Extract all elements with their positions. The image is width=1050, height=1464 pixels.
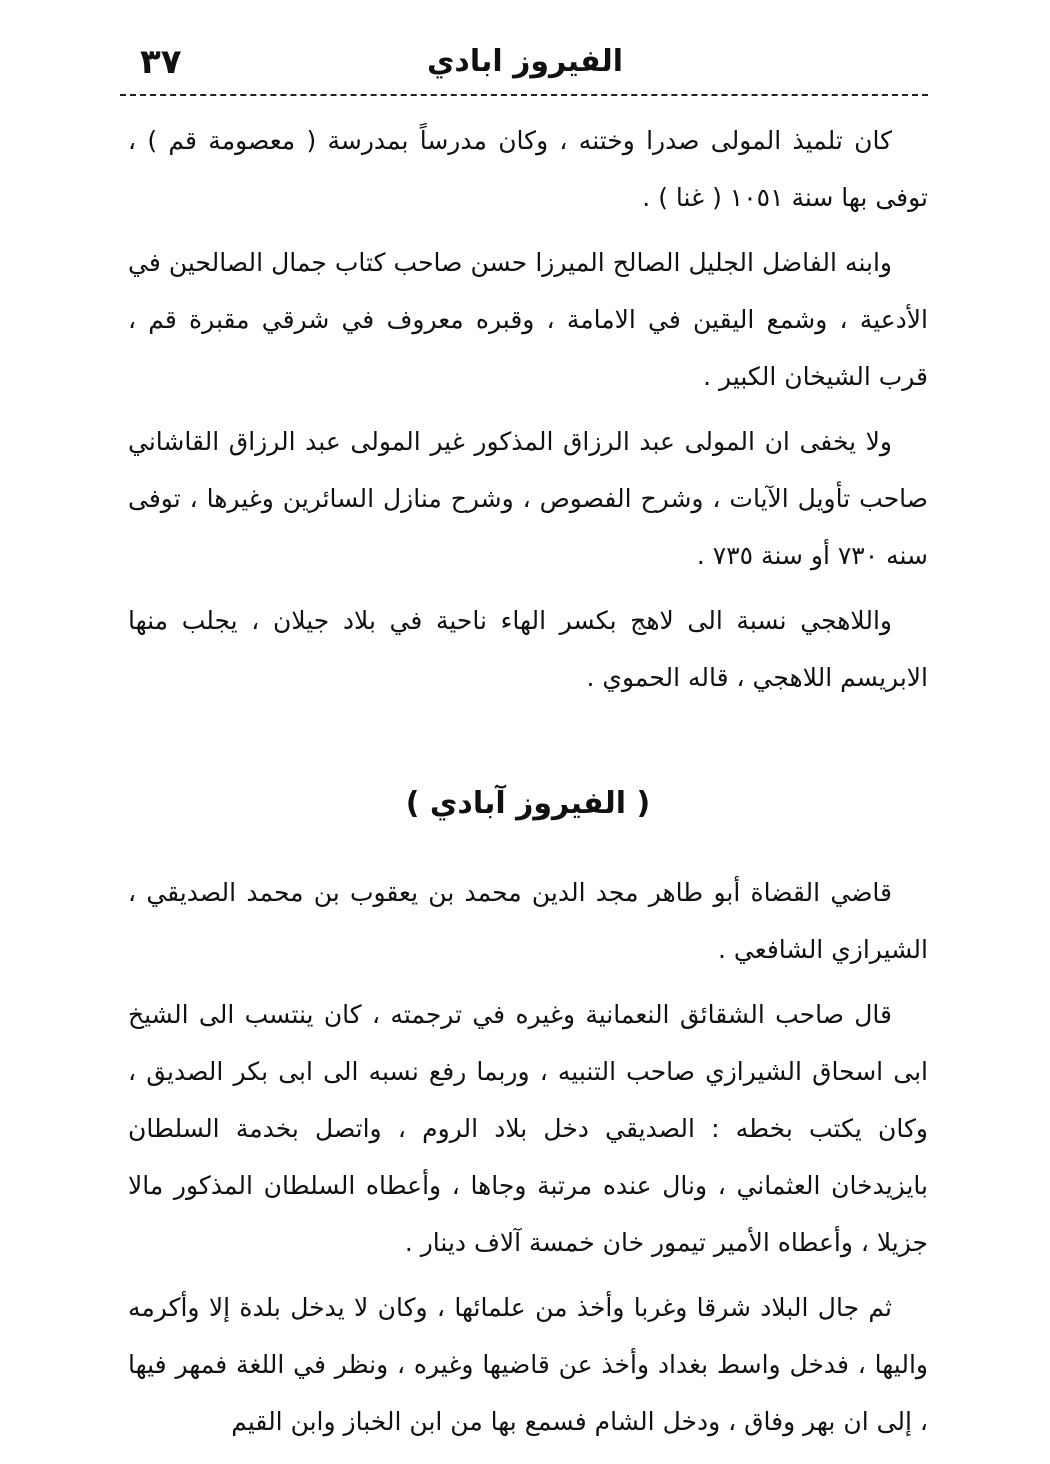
page-body: [128, 112, 928, 1458]
paragraph: قاضي القضاة أبو طاهر مجد الدين محمد بن يعقوب بن محمد الصديقي ، الشيرازي الشافعي .: [128, 878, 928, 964]
paragraph: قال صاحب الشقائق النعمانية وغيره في ترجمته ، كان ينتسب الى الشيخ ابى اسحاق الشيرازي صاحب التنبيه ، وربما رفع نسبه الى ابى بكر الصديق ، وكان يكتب بخطه : الصديقي دخل بلاد الروم ، واتصل بخدمة السلطان بايزيدخان العثماني ، ونال عنده مرتبة وجاها ، وأعطاه السلطان المذكور مالا جزيلا ، وأعطاه الأمير تيمور خان خمسة آلاف دينار .: [128, 1000, 928, 1257]
page-header: [130, 40, 920, 84]
section-spacer: [128, 714, 928, 774]
section-heading: ( الفيروز آبادي ): [405, 786, 651, 821]
running-title: الفيروز ابادي: [426, 44, 624, 79]
paragraph: ولا يخفى ان المولى عبد الرزاق المذكور غير المولى عبد الرزاق القاشاني صاحب تأويل الآيات ، وشرح الفصوص ، وشرح منازل السائرين وغيرها ، توفى سنه ٧٣٠ أو سنة ٧٣٥ .: [128, 427, 928, 570]
paragraph: كان تلميذ المولى صدرا وختنه ، وكان مدرساً بمدرسة ( معصومة قم ) ، توفى بها سنة ١٠٥١ ( غنا ) .: [128, 126, 928, 212]
paragraph: ثم جال البلاد شرقا وغربا وأخذ من علمائها ، وكان لا يدخل بلدة إلا وأكرمه واليها ، فدخل واسط بغداد وأخذ عن قاضيها وغيره ، ونظر في اللغة فمهر فيها ، إلى ان بهر وفاق ، ودخل الشام فسمع بها من ابن الخباز وابن القيم: [128, 1293, 928, 1436]
paragraph: واللاهجي نسبة الى لاهج بكسر الهاء ناحية في بلاد جيلان ، يجلب منها الابريسم اللاهجي ، قاله الحموي .: [128, 606, 928, 692]
header-rule: [120, 94, 928, 96]
page-number: ٣٧: [140, 42, 182, 82]
paragraph: وابنه الفاضل الجليل الصالح الميرزا حسن صاحب كتاب جمال الصالحين في الأدعية ، وشمع اليقين في الامامة ، وقبره معروف في شرقي مقبرة قم ، قرب الشيخان الكبير .: [128, 248, 928, 391]
